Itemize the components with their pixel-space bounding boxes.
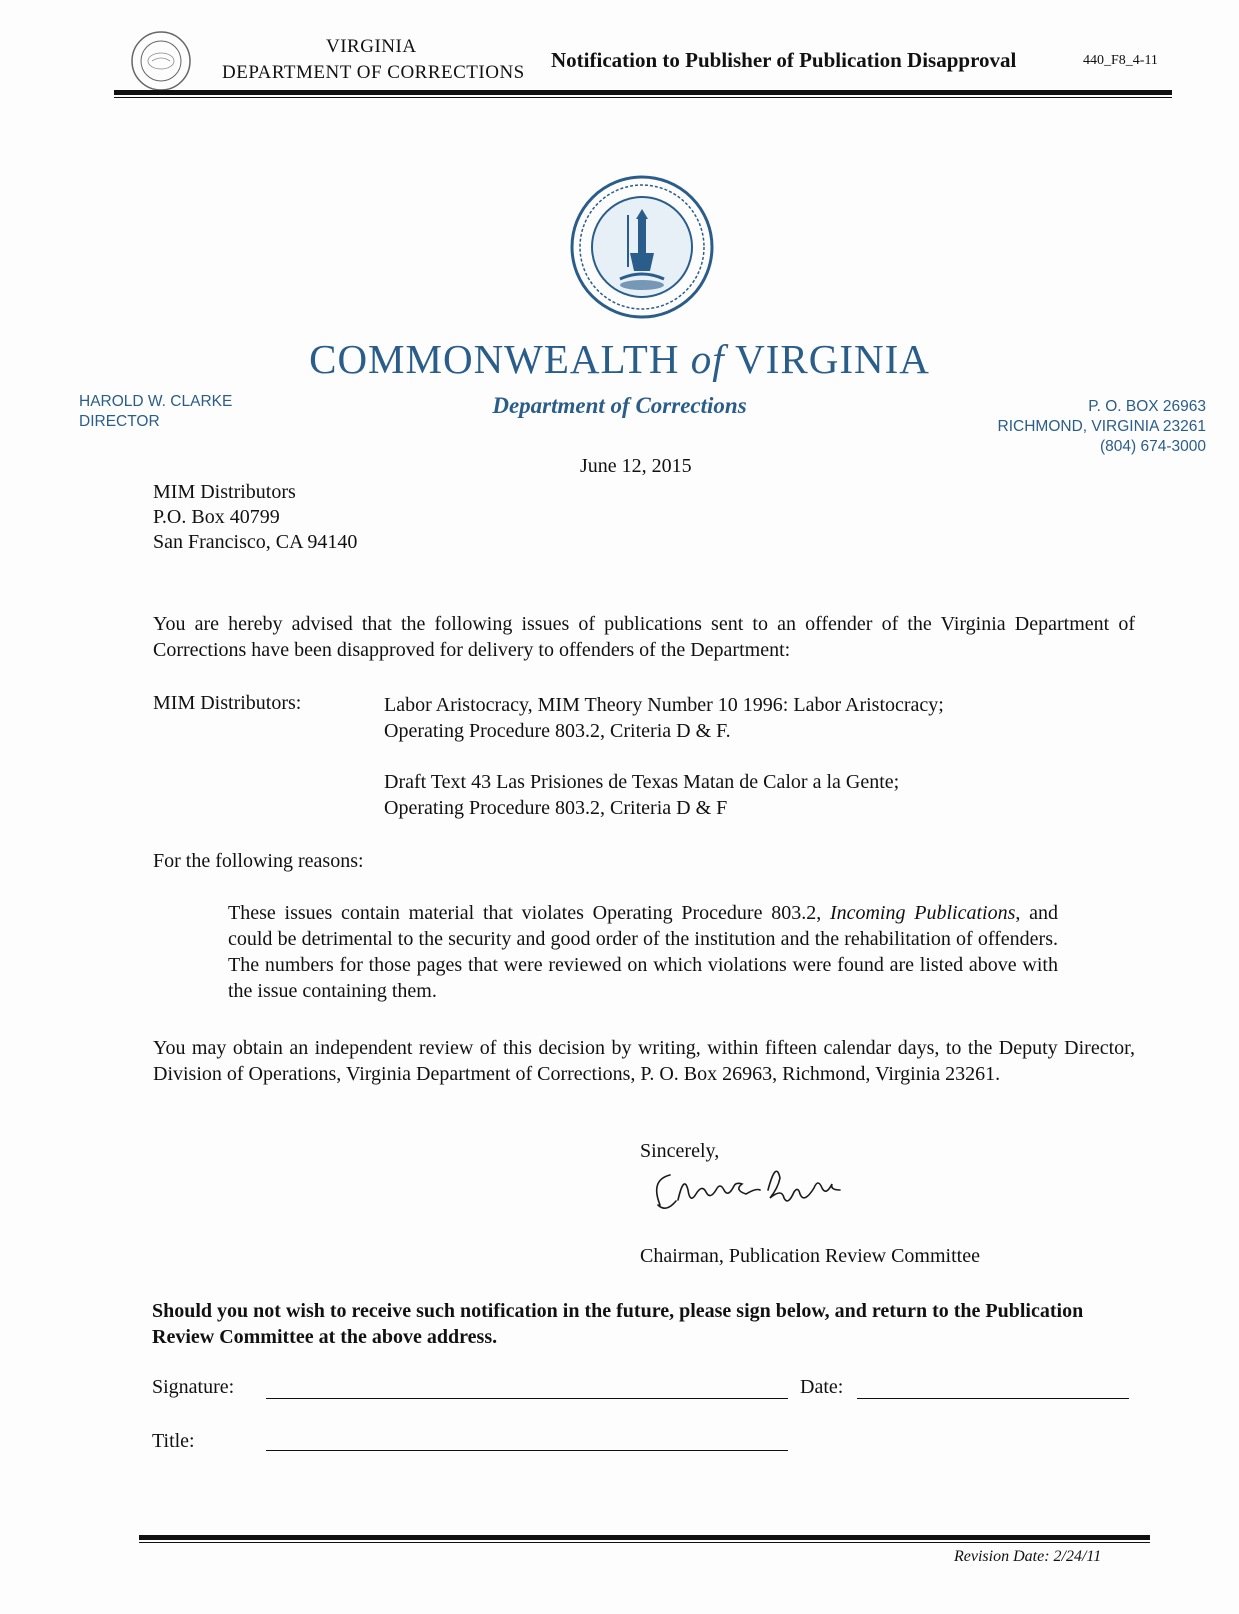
- publication-title: Labor Aristocracy, MIM Theory Number 10 1996: Labor Aristocracy;: [384, 694, 944, 716]
- director-title: DIRECTOR: [79, 413, 160, 430]
- opt-out-notice: Should you not wish to receive such notification in the future, please sign below, and return to the Publication Review Committee at the above address.: [152, 1300, 1084, 1348]
- state-seal-icon: [570, 175, 714, 319]
- date-field[interactable]: [857, 1398, 1129, 1399]
- director-block: [79, 392, 232, 432]
- title-field[interactable]: [266, 1450, 788, 1451]
- doc-seal-icon: [130, 30, 192, 92]
- director-name: HAROLD W. CLARKE: [79, 393, 233, 410]
- publication-item: [384, 692, 944, 744]
- recipient-address: [153, 480, 357, 555]
- po-box: P. O. BOX 26963: [1088, 398, 1206, 415]
- publication-item: [384, 769, 899, 821]
- signature-label: Signature:: [152, 1376, 235, 1398]
- org-name-line2: DEPARTMENT OF CORRECTIONS: [222, 62, 525, 83]
- recipient-line: P.O. Box 40799: [153, 506, 280, 528]
- reason-paragraph: [228, 900, 1058, 1004]
- signature-field[interactable]: [266, 1398, 788, 1399]
- revision-date: Revision Date: 2/24/11: [954, 1548, 1102, 1565]
- review-paragraph: You may obtain an independent review of this decision by writing, within fifteen calendar days, to the Deputy Director, Division of Operations, Virginia Department of Corrections, P. O. Box 26963, Richmond, Virginia 23261.: [153, 1037, 1135, 1085]
- city-state: RICHMOND, VIRGINIA 23261: [997, 418, 1206, 435]
- footer-rule-thin: [139, 1542, 1150, 1543]
- reasons-label: For the following reasons:: [153, 850, 364, 872]
- closing: Sincerely,: [640, 1140, 720, 1162]
- title-label: Title:: [152, 1430, 195, 1452]
- date-label: Date:: [800, 1376, 844, 1398]
- form-code: 440_F8_4-11: [1083, 53, 1158, 68]
- phone: (804) 674-3000: [1100, 438, 1206, 455]
- handwritten-signature: [640, 1160, 920, 1230]
- publication-title: Draft Text 43 Las Prisiones de Texas Matan de Calor a la Gente;: [384, 771, 900, 793]
- publisher-label: MIM Distributors:: [153, 692, 302, 714]
- commonwealth-main: COMMONWEALTH: [309, 336, 680, 382]
- form-title: Notification to Publisher of Publication Disapproval: [551, 48, 1017, 72]
- commonwealth-heading: [0, 335, 1239, 383]
- commonwealth-state: VIRGINIA: [735, 336, 930, 382]
- commonwealth-of: of: [690, 336, 725, 382]
- recipient-line: MIM Distributors: [153, 481, 296, 503]
- publication-procedure: Operating Procedure 803.2, Criteria D & F.: [384, 720, 731, 742]
- footer-rule: [139, 1535, 1150, 1540]
- reason-text-part2: , and could be detrimental to the security and good order of the institution and the rehabilitation of offenders. The numbers for those pages that were reviewed on which violations were found are listed above with the issue containing them.: [228, 902, 1058, 1002]
- header-rule: [114, 90, 1172, 95]
- letter-date: June 12, 2015: [580, 455, 692, 477]
- reason-text-part1: These issues contain material that violates Operating Procedure 803.2,: [228, 902, 830, 924]
- signer-title: Chairman, Publication Review Committee: [640, 1245, 980, 1267]
- reason-text-italic: Incoming Publications: [829, 902, 1016, 924]
- recipient-line: San Francisco, CA 94140: [153, 531, 358, 553]
- header-rule-thin: [114, 97, 1172, 98]
- department-name: Department of Corrections: [492, 393, 747, 418]
- intro-paragraph: You are hereby advised that the following issues of publications sent to an offender of the Virginia Department of Corrections have been disapproved for delivery to offenders of the Department:: [153, 613, 1135, 661]
- org-name-line1: VIRGINIA: [326, 36, 417, 57]
- publication-procedure: Operating Procedure 803.2, Criteria D & F: [384, 797, 728, 819]
- department-address: [998, 397, 1206, 457]
